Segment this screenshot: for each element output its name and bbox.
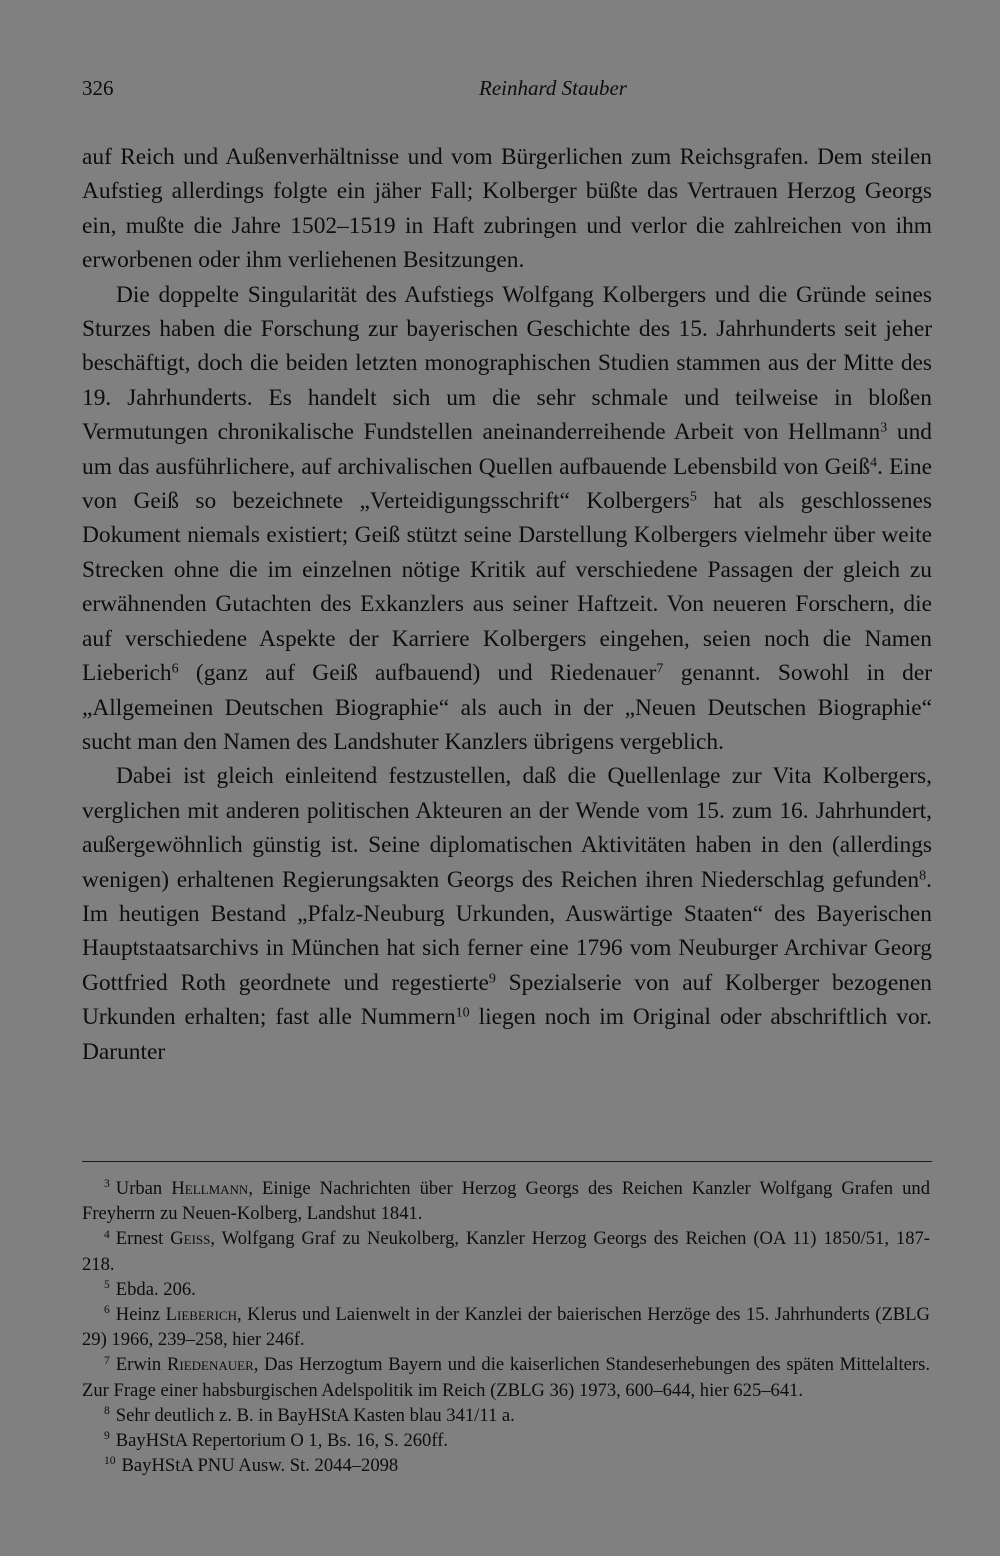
footnote-author-name: Hellmann [171,1178,249,1199]
footnote-4 [82,1226,930,1276]
footnote-author-name: Riedenauer [166,1354,254,1376]
paragraph-text: auf Reich und Außenverhältnisse und vom Bürgerlichen zum Reichsgrafen. Dem steilen Aufstieg allerdings folgte ein jäher Fall; Kolberger büßte das Vertrauen Herzog Georgs ein, mußte die Jahre 1502–1519 in Haft zubringen und verlor die zahlreichen von ihm erworbenen oder ihm verliehenen Besitzungen. [82,144,932,274]
body-paragraph [82,278,932,760]
paragraph-text: Spezialserie von auf Kolberger bezogenen Urkunden erhalten; fast alle Nummern [82,969,932,1031]
paragraph-text: hat als geschlossenes Dokument niemals existiert; Geiß stützt seine Darstellung Kolbergers vielmehr über weite Strecken ohne die im einzelnen nötige Kritik auf verschiedene Passagen der gleich zu erwähnenden Gutachten des Exkanzlers aus seiner Haftzeit. Von neueren Forschern, die auf verschiedene Aspekte der Karriere Kolbergers eingehen, seien noch die Namen Lieberich [82,488,932,687]
footnote-text: Erwin [115,1354,167,1376]
footnote-text: , Einige Nachrichten über Herzog Georgs des Reichen Kanzler Wolfgang Grafen und Freyherrn zu Neuen-Kolberg, Landshut 1841. [82,1178,930,1225]
footnote-9 [82,1428,930,1453]
footnote-5 [82,1277,930,1302]
running-head-author: Reinhard Stauber [479,76,627,100]
footnote-reference: 8 [919,866,927,883]
paragraph-text: . Im heutigen Bestand „Pfalz-Neuburg Urkunden, Auswärtige Staaten“ des Bayerischen Hauptstaatsarchivs in München hat sich ferner eine 1796 vom Neuburger Archivar Georg Gottfried Roth geordnete und regestierte [82,866,932,996]
footnote-6 [82,1302,930,1352]
footnote-reference: 4 [870,453,878,470]
footnote-number: 3 [104,1178,110,1191]
footnote-text: BayHStA PNU Ausw. St. 2044–2098 [121,1455,399,1477]
footnote-separator-rule [82,1161,932,1162]
footnote-number: 4 [104,1228,110,1241]
footnote-author-name: Lieberich [165,1304,237,1326]
paragraph-text: und um das ausführlichere, auf archivalischen Quellen aufbauende Lebensbild von Geiß [82,419,932,480]
footnote-text: Ernest [115,1228,171,1250]
paragraph-text: genannt. Sowohl in der „Allgemeinen Deutschen Biographie“ als auch in der „Neuen Deutschen Biographie“ sucht man den Namen des Landshuter Kanzlers übrigens vergeblich. [82,660,933,755]
paragraph-text: . Eine von Geiß so bezeichnete „Verteidigungsschrift“ Kolbergers [82,453,933,515]
footnote-reference: 5 [689,488,697,505]
footnote-3 [82,1176,930,1226]
paragraph-text: Die doppelte Singularität des Aufstiegs Wolfgang Kolbergers und die Gründe seines Sturzes haben die Forschung zur bayerischen Geschichte des 15. Jahrhunderts seit jeher beschäftigt, doch die beiden letzten monographischen Studien stammen aus der Mitte des 19. Jahrhunderts. Es handelt sich um die sehr schmale und teilweise in bloßen Vermutungen chronikalische Fundstellen aneinanderreihende Arbeit von Hellmann [82,281,932,446]
footnote-number: 8 [104,1404,110,1417]
footnote-text: Heinz [115,1304,166,1326]
paragraph-text: Dabei ist gleich einleitend festzustellen, daß die Quellenlage zur Vita Kolbergers, verglichen mit anderen politischen Akteuren an der Wende vom 15. zum 16. Jahrhundert, außergewöhnlich günstig ist. Seine diplomatischen Aktivitäten haben in den (allerdings wenigen) erhaltenen Regierungsakten Georgs des Reichen ihren Niederschlag gefunden [82,763,932,893]
footnote-text: Sehr deutlich z. B. in BayHStA Kasten blau 341/11 a. [115,1404,515,1426]
page-header [82,76,932,106]
footnote-text: Urban [115,1178,172,1199]
footnote-number: 9 [104,1430,110,1443]
footnote-reference: 9 [488,970,496,987]
footnote-reference: 10 [455,1004,470,1021]
footnote-number: 10 [104,1455,116,1468]
footnote-number: 6 [104,1304,110,1317]
footnote-reference: 7 [656,660,664,677]
paragraph-text: (ganz auf Geiß aufbauend) und Riedenauer [178,660,657,687]
footnote-7 [82,1352,930,1402]
page-number: 326 [82,76,114,100]
footnote-text: , Klerus und Laienwelt in der Kanzlei der baierischen Herzöge des 15. Jahrhunderts (ZBLG 29) 1966, 239–258, hier 246f. [82,1304,930,1351]
main-text [82,140,932,1069]
footnote-reference: 3 [880,419,888,436]
footnote-8 [82,1403,930,1428]
footnote-text: BayHStA Repertorium O 1, Bs. 16, S. 260ff. [115,1430,449,1452]
footnote-number: 5 [104,1278,110,1291]
footnote-number: 7 [104,1354,110,1367]
body-paragraph [82,759,932,1069]
footnotes [82,1176,930,1478]
footnote-author-name: Geiss [170,1228,211,1250]
footnote-10 [82,1453,930,1478]
paragraph-text: liegen noch im Original oder abschriftlich vor. Darunter [82,1004,932,1065]
footnote-reference: 6 [171,660,179,677]
footnote-text: Ebda. 206. [115,1278,196,1300]
footnote-text: , Das Herzogtum Bayern und die kaiserlichen Standeserhebungen des späten Mittelalters. Zur Frage einer habsburgischen Adelspolitik im Reich (ZBLG 36) 1973, 600–644, hier 625–641. [82,1354,931,1401]
footnote-text: , Wolfgang Graf zu Neukolberg, Kanzler Herzog Georgs des Reichen (OA 11) 1850/51, 187-218. [82,1228,930,1275]
body-paragraph [82,140,932,278]
